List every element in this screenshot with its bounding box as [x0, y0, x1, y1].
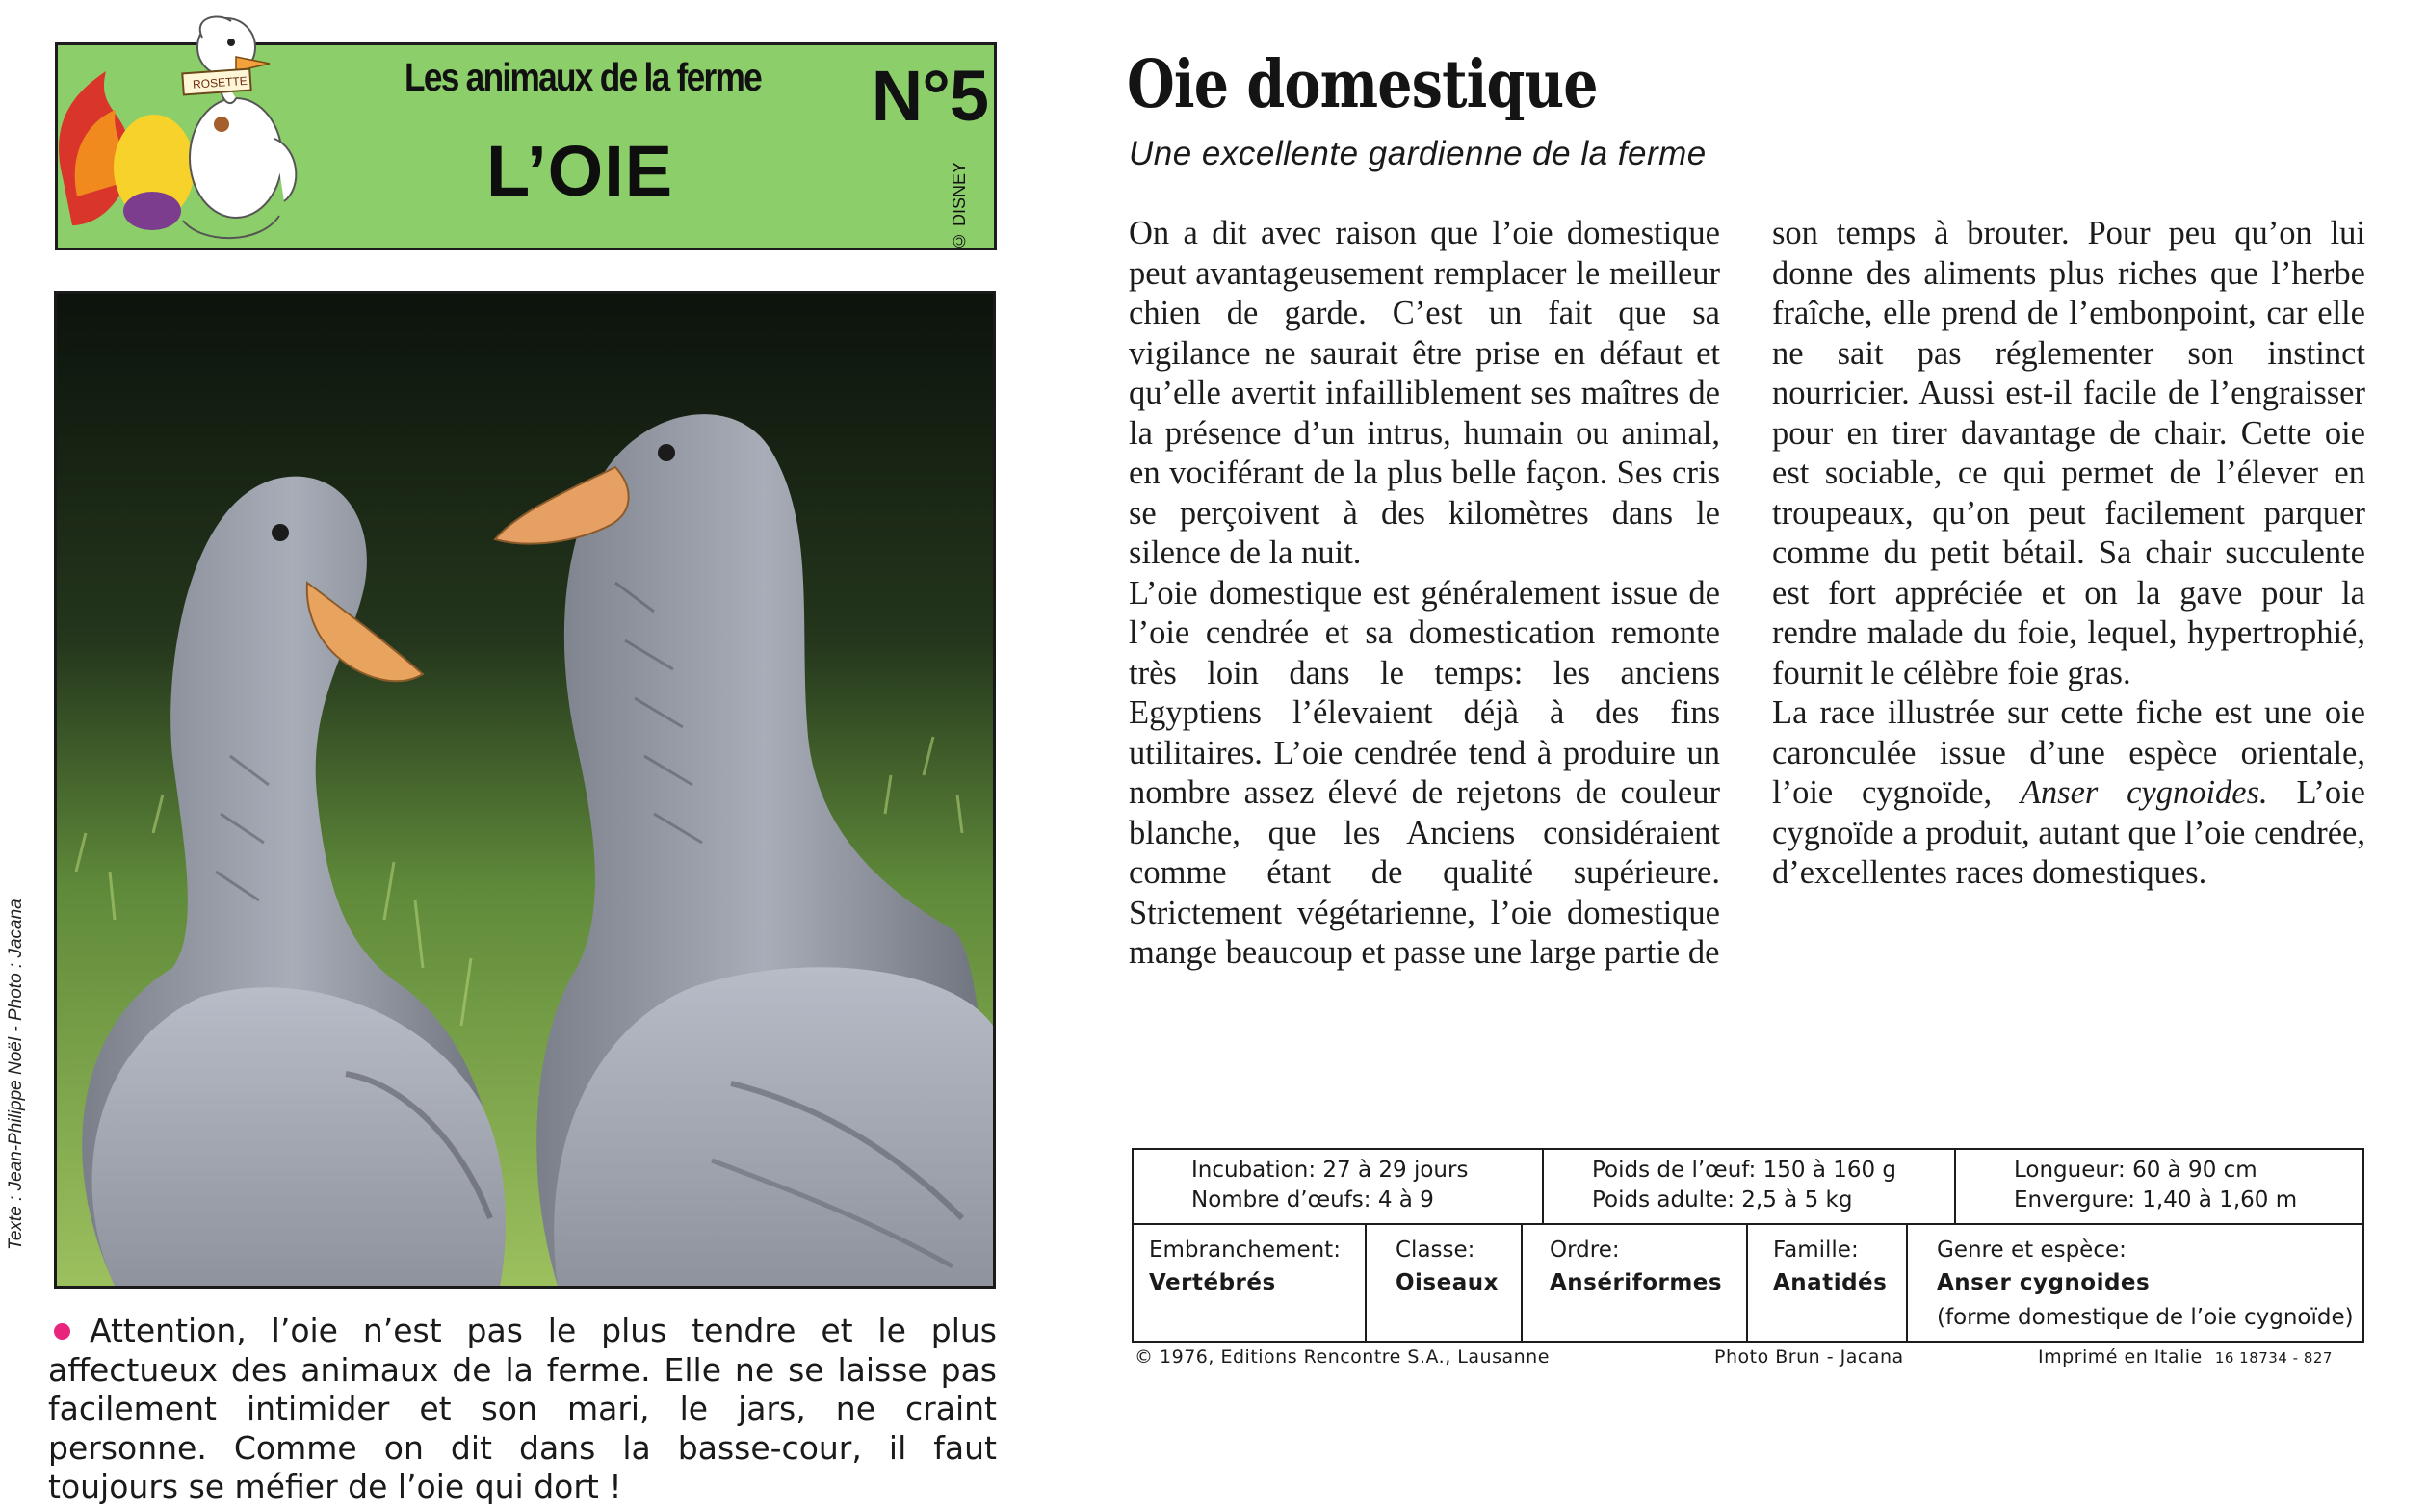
wingspan: Envergure: 1,40 à 1,60 m	[2014, 1187, 2298, 1212]
paragraph: On a dit avec raison que l’oie domestique peut avantageusement remplacer le meilleur chien de garde. C’est un fait que sa vigilance ne saurait être prise en défaut et qu’elle avertit infailliblement ses maîtres de la présence d’un intrus, humain ou animal, en vociférant de la plus belle façon. Ses cris se perçoivent à des kilomètres dans le silence de la nuit.	[1129, 215, 1720, 571]
taxonomy-row	[1134, 1223, 2362, 1343]
geese-photo	[54, 291, 996, 1289]
fiche-subtitle: Une excellente gardienne de la ferme	[1129, 135, 1707, 172]
facts-table	[1132, 1148, 2364, 1343]
taxonomy-cell: Ordre: Ansériformes	[1521, 1223, 1746, 1343]
incubation: Incubation: 27 à 29 jours	[1191, 1158, 1469, 1183]
text-column-right	[1772, 214, 2365, 894]
card-title: L’OIE	[486, 131, 674, 211]
mascot-illustration	[39, 4, 327, 254]
footer-code: 16 18734 - 827	[2214, 1349, 2333, 1367]
paragraph: son temps à brouter. Pour peu qu’on lui donne des aliments plus riches que l’herbe fraîche, elle prend de l’embonpoint, car elle ne sait pas réglementer son instinct nourricier. Aussi est-il facile de l’engraisser pour en tirer davantage de chair. Cette oie est sociable, ce qui permet de l’élever en troupeaux, qu’on peut facilement parquer comme du petit bétail. Sa chair succulente est fort appréciée et on la gave pour la rendre malade du foie, lequel, hypertrophié, fournit le célèbre foie gras.	[1772, 215, 2365, 691]
card-number: N°5	[871, 56, 988, 136]
footer-copyright: © 1976, Editions Rencontre S.A., Lausanne	[1135, 1346, 1550, 1368]
fiche-title: Oie domestique	[1127, 46, 1598, 123]
size-cell	[1954, 1150, 2362, 1223]
species-italic: Anser cygnoides.	[2020, 774, 2268, 811]
egg-weight: Poids de l’œuf: 150 à 160 g	[1592, 1158, 1897, 1183]
pink-bullet-icon	[54, 1323, 70, 1340]
facts-row	[1134, 1150, 2362, 1225]
taxonomy-cell: Genre et espèce: Anser cygnoides (forme domestique de l’oie cygnoïde)	[1906, 1223, 2362, 1343]
photo-credit: Texte : Jean-Philippe Noël - Photo : Jacana	[6, 899, 26, 1250]
text-column-left	[1129, 214, 1720, 974]
taxonomy-cell: Classe: Oiseaux	[1365, 1223, 1521, 1343]
series-title: Les animaux de la ferme	[404, 55, 762, 99]
adult-weight: Poids adulte: 2,5 à 5 kg	[1592, 1187, 1853, 1212]
disney-copyright: © DISNEY	[950, 161, 969, 251]
paragraph: L’oie domestique est généralement issue de l’oie cendrée et sa domestication remonte très loin dans le temps: les anciens Egyptiens l’élevaient déjà à des fins utilitaires. L’oie cendrée tend à produire un nombre assez élevé de rejetons de couleur blanche, que les Anciens considéraient comme étant de qualité supérieure. Strictement végétarienne, l’oie domestique mange beaucoup et passe une large partie de	[1129, 574, 1720, 971]
attention-note	[48, 1312, 997, 1507]
weight-cell	[1542, 1150, 1954, 1223]
footer-printed: Imprimé en Italie 16 18734 - 827	[2038, 1346, 2333, 1368]
taxonomy-cell: Embranchement: Vertébrés	[1149, 1238, 1341, 1295]
taxonomy-cell: Famille: Anatidés	[1746, 1223, 1906, 1343]
footer-photo: Photo Brun - Jacana	[1714, 1346, 1904, 1368]
egg-count: Nombre d’œufs: 4 à 9	[1191, 1187, 1434, 1212]
attention-text: Attention, l’oie n’est pas le plus tendre et le plus affectueux des animaux de la ferme. Elle ne se laisse pas facilement intimider et son mari, le jars, ne craint personne. Comme on dit dans la basse-cour, il faut toujours se méfier de l’oie qui dort !	[48, 1312, 997, 1505]
incubation-cell	[1134, 1150, 1542, 1223]
paragraph: La race illustrée sur cette fiche est une oie caronculée issue d’une espèce orientale, l’oie cygnoïde, Anser cygnoides. L’oie cygnoïde a produit, autant que l’oie cendrée, d’excellentes races domestiques.	[1772, 694, 2365, 891]
length: Longueur: 60 à 90 cm	[2014, 1158, 2257, 1183]
mascot-sign-text: ROSETTE	[192, 73, 248, 91]
